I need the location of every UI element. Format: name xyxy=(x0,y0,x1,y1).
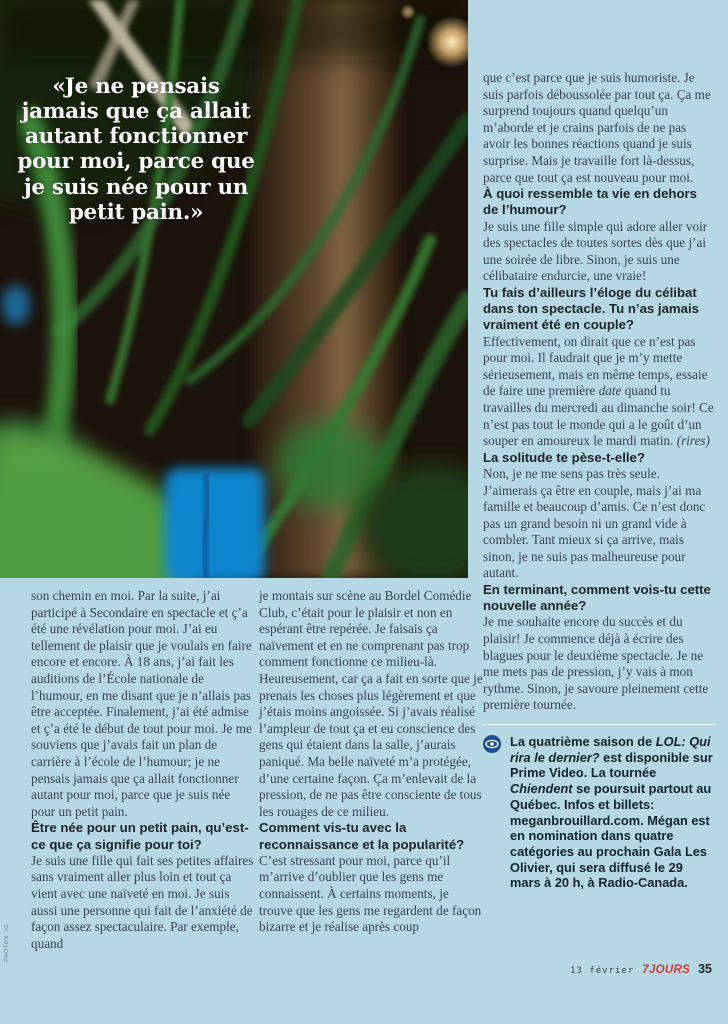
answer-paragraph: C’est stressant pour moi, parce qu’il m’arrive d’oublier que les gens me connaissent. À certains moments, je trouve que les gens me regardent de façon bizarre et je réalise après coup xyxy=(259,852,482,935)
footer xyxy=(570,962,712,976)
answer-paragraph: que c’est parce que je suis humoriste. Je suis parfois déboussolée par tout ça. Ça me surprend toujours quand quelqu’un m’aborde et je crains parfois de ne pas avoir les bonnes réactions quand je suis surprise. Mais je travaille fort là-dessus, parce que tout ça est nouveau pour moi. xyxy=(483,70,711,185)
column-left xyxy=(31,588,255,952)
magazine-logo: 7JOURS xyxy=(642,964,691,976)
photo-credit: PHOTOS: IG xyxy=(4,924,10,962)
column-middle xyxy=(259,588,485,936)
answer-paragraph: Non, je ne me sens pas très seule. J’aimerais ça être en couple, mais j’ai ma famille et beaucoup d’amis. Ce n’est donc pas un grand besoin ni un grand vide à combler. Tant mieux si ça arrive, mais sinon, je ne suis pas malheureuse pour autant. xyxy=(483,465,706,581)
answer-paragraph: Je suis une fille qui fait ses petites affaires sans vraiment aller plus loin et tout ça vient avec une naïveté en moi. Je suis aussi une personne qui fait de l’anxiété de façon assez spectaculaire. Par exemple, quand xyxy=(31,852,254,951)
answer-paragraph: Effectivement, on dirait que ce n’est pas pour moi. Il faudrait que je m’y mette sérieusement, mais en même temps, essaie de faire une première date quand tu travailles du mercredi au dimanche soir! Ce n’est pas tout le monde qui a le goût d’un souper en amoureux le mardi matin. (rires) xyxy=(483,333,714,449)
question-heading: La solitude te pèse-t-elle? xyxy=(483,449,645,465)
answer-paragraph: Je suis une fille simple qui adore aller voir des spectacles de toutes sortes dès que j’ai une soirée de libre. Sinon, je suis une célibataire endurcie, une vraie! xyxy=(483,218,708,284)
pull-quote: «Je ne pensais jamais que ça allait autant fonctionner pour moi, parce que je suis née pour un petit pain.» xyxy=(17,74,255,225)
eye-icon xyxy=(483,735,501,757)
question-heading: En terminant, comment vois-tu cette nouvelle année? xyxy=(483,582,711,614)
answer-paragraph: je montais sur scène au Bordel Comédie Club, c’était pour le plaisir et non en espérant être repérée. Je faisais ça naïvement et en ne comprenant pas trop comment fonctionne ce milieu-là. Heureusement, car ça a fait en sorte que je prenais les choses plus légèrement et que j’étais moins angoissée. Si j’avais réalisé l’ampleur de tout ça et eu conscience des gens qui étaient dans la salle, j’aurais paniqué. Ma belle naïveté m’a protégée, d’une certaine façon. Ça m’enlevait de la pression, de ne pas être consciente de tous les rouages de ce milieu. xyxy=(259,588,483,819)
question-heading: À quoi ressemble ta vie en dehors de l’humour? xyxy=(483,186,698,218)
footer-date: 13 février xyxy=(570,966,635,976)
page-number: 35 xyxy=(698,962,712,976)
question-heading: Tu fais d’ailleurs l’éloge du célibat dans ton spectacle. Tu n’as jamais vraiment été en couple? xyxy=(483,284,699,333)
question-heading: Comment vis-tu avec la reconnaissance et la popularité? xyxy=(259,820,465,852)
column-right xyxy=(483,70,716,891)
divider xyxy=(483,724,716,725)
answer-paragraph: Je me souhaite encore du succès et du plaisir! Je commence déjà à écrire des blagues pour le deuxième spectacle. Je ne me mets pas de pression, j’y vais à mon rythme. Sinon, je savoure pleinement cette première tournée. xyxy=(483,614,709,713)
info-box xyxy=(483,734,716,891)
info-text: La quatrième saison de LOL: Qui rira le dernier? est disponible sur Prime Video. La tournée Chiendent se poursuit partout au Québec. Infos et billets: meganbrouillard.com. Mégan est en nomination dans quatre catégories au prochain Gala Les Olivier, qui sera diffusé le 29 mars à 20 h, à Radio-Canada. xyxy=(510,734,713,891)
question-heading: Être née pour un petit pain, qu’est-ce que ça signifie pour toi? xyxy=(31,820,249,852)
answer-paragraph: son chemin en moi. Par la suite, j’ai participé à Secondaire en spectacle et ç’a été une révélation pour moi. J’ai eu tellement de plaisir que je voulais en faire encore et encore. À 18 ans, j’ai fait les auditions de l’École nationale de l’humour, en me disant que je n’allais pas être acceptée. Finalement, j’ai été admise et ç’a été le début de tout pour moi. Je me souviens que j’avais fait un plan de carrière à l’école de l’humour; je ne pensais jamais que ça allait fonctionner autant pour moi, parce que je suis née pour un petit pain. xyxy=(31,588,252,819)
